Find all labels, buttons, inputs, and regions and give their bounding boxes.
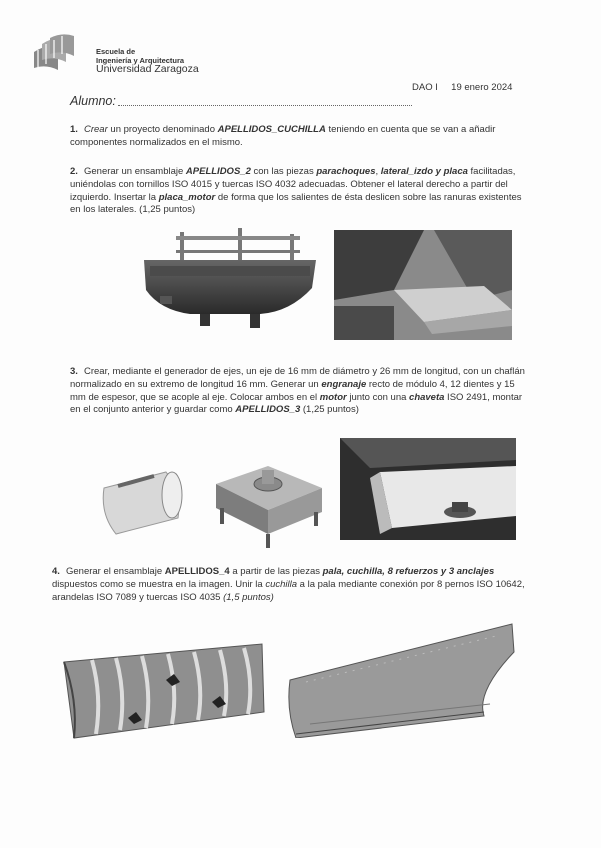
q4-text: dispuestos como se muestra en la imagen. Unir la (52, 578, 266, 590)
question-number: 4. (52, 566, 60, 577)
student-name-line[interactable] (118, 104, 412, 106)
q2-part-name: parachoques (316, 166, 376, 177)
q1-text: un proyecto denominado (107, 124, 218, 135)
q2-text: facilitadas, uniéndolas con tornillos ISO 4015 y tuercas ISO 4032 adecuadas. Obtener el lateral derecho a partir del izquierdo. Insertar la (70, 166, 516, 203)
q1-verb: Crear (84, 124, 108, 135)
exam-date: 19 enero 2024 (451, 82, 513, 93)
q3-part-name: motor (319, 391, 347, 403)
shaft-image (96, 462, 188, 542)
q4-assembly-name: APELLIDOS_4 (164, 566, 230, 577)
assembled-motor-image (340, 438, 516, 540)
question-4 (52, 566, 532, 604)
school-line1: Escuela de (96, 47, 136, 56)
q2-part-name: lateral_izdo y placa (380, 166, 468, 177)
q3-text: Crear, mediante el generador de ejes, un eje de 16 mm de diámetro y 26 mm de longitud, con un chaflán normalizado en su extremo de longitud 16 mm. Generar un (70, 366, 525, 390)
university-logo (32, 34, 76, 74)
q4-part-names: pala, cuchilla, 8 refuerzos y 3 anclajes (322, 566, 495, 577)
q4-part-name: cuchilla (265, 578, 298, 590)
q4-points: (1,5 puntos) (223, 591, 274, 603)
q2-text: de forma que los salientes de ésta deslicen sobre las ranuras existentes en los laterales. (1,25 puntos) (70, 191, 522, 216)
q3-text: recto de módulo 4, 12 dientes y 15 mm de espesor, que se acople al eje. Colocar ambos en el (70, 378, 515, 403)
q2-text: , (375, 166, 381, 177)
question-number: 1. (70, 124, 78, 135)
q3-part-name: chaveta (409, 391, 445, 403)
q4-text: a la pala mediante conexión por 8 pernos ISO 10642, arandelas ISO 7089 y tuercas ISO 4035 (52, 578, 525, 603)
q4-text: a partir de las piezas (229, 566, 323, 577)
student-label: Alumno: (70, 94, 116, 108)
q3-assembly-name: APELLIDOS_3 (235, 404, 301, 416)
q3-text: junto con una (346, 391, 410, 403)
exam-header (412, 82, 512, 93)
q2-text: Generar un ensamblaje (84, 166, 186, 177)
blade-with-cutting-edge-image (286, 620, 518, 738)
q4-text: Generar el ensamblaje (66, 566, 165, 577)
question-number: 3. (70, 366, 78, 377)
school-line2: Ingeniería y Arquitectura (96, 55, 185, 65)
question-3 (70, 366, 530, 417)
bumper-assembly-image (140, 226, 320, 334)
q3-part-name: engranaje (321, 378, 367, 390)
motor-plate-image (334, 230, 512, 340)
question-1 (70, 124, 530, 150)
blade-with-ribs-image (62, 640, 268, 740)
q2-part-name: placa_motor (158, 191, 216, 203)
course-code: DAO I (412, 82, 438, 93)
school-name (96, 48, 199, 74)
q3-text: ISO 2491, montar en el conjunto anterior y guardar como (70, 391, 523, 416)
university-name: Universidad Zaragoza (96, 63, 199, 75)
q2-text: con las piezas (250, 166, 317, 177)
q1-text-end: teniendo en cuenta que se van a añadir componentes normalizados en el mismo. (70, 124, 496, 148)
gear-motor-image (206, 452, 326, 550)
logo-icon (32, 34, 76, 74)
q1-project-name: APELLIDOS_CUCHILLA (217, 124, 326, 135)
q3-text: (1,25 puntos) (300, 404, 359, 416)
question-number: 2. (70, 166, 78, 177)
q2-assembly-name: APELLIDOS_2 (185, 166, 251, 177)
question-2 (70, 166, 530, 217)
